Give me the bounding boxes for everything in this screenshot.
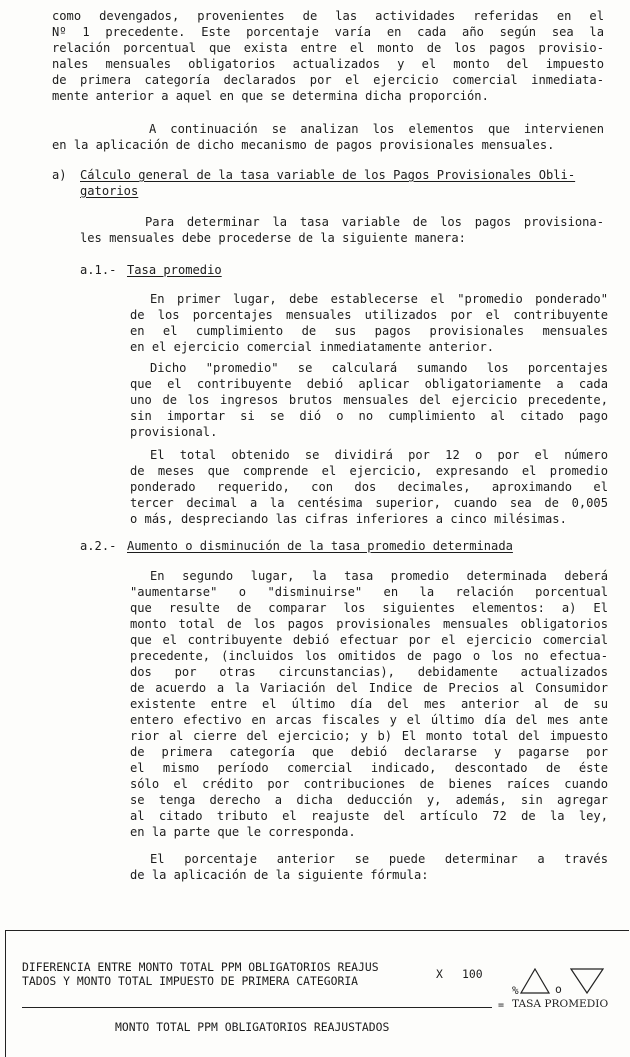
paragraph-procedure [80, 214, 604, 246]
text-line: El porcentaje anterior se puede determinar a través [150, 852, 608, 866]
text-line: dos por otras circunstancias), debidamente actualizados [130, 665, 608, 679]
text-line: Nº 1 precedente. Este porcentaje varía en cada año según sea la [52, 25, 604, 39]
text-line: El total obtenido se dividirá por 12 o por el número [150, 448, 608, 462]
text-line: existente entre el último día del mes anterior al de su [130, 697, 608, 711]
paragraph-average-calc [130, 360, 608, 440]
text-line: ponderado requerido, con dos decimales, aproximando el [130, 480, 608, 494]
triangle-up-icon [520, 968, 550, 994]
text-line: Para determinar la tasa variable de los pagos provisiona- [145, 215, 604, 229]
section-a2-marker: a.2.- [80, 539, 117, 553]
text-line: mente anterior a aquel en que se determina dicha proporción. [52, 89, 489, 103]
paragraph-intro [52, 121, 604, 153]
text-line: se tenga derecho a dicha deducción y, además, sin agregar [130, 793, 608, 807]
text-line: les mensuales debe procederse de la siguiente manera: [80, 231, 466, 245]
paragraph-adjustment [130, 568, 608, 840]
triangle-down-icon [570, 968, 604, 994]
text-line: de los porcentajes mensuales utilizados por el contribuyente [130, 308, 608, 322]
text-line: Dicho "promedio" se calculará sumando los porcentajes [150, 361, 608, 375]
text-line: que resulte de comparar los siguientes elementos: a) El [130, 601, 608, 615]
text-line: nales mensuales obligatorios actualizados y el monto del impuesto [52, 57, 604, 71]
text-line: en la aplicación de dicho mecanismo de pagos provisionales mensuales. [52, 138, 555, 152]
formula-hundred: 100 [462, 967, 483, 981]
text-line: sin importar si se dió o no cumplimiento al citado pago [130, 409, 608, 423]
paragraph-formula-intro [130, 851, 608, 883]
text-line: En segundo lugar, la tasa promedio determinada deberá [150, 569, 608, 583]
text-line: de la aplicación de la siguiente fórmula: [130, 868, 429, 882]
section-a-marker: a) [52, 168, 67, 182]
text-line: monto total de los pagos provisionales mensuales obligatorios [130, 617, 608, 631]
text-line: de primera categoría declarados por el ejercicio comercial inmediata- [52, 73, 604, 87]
text-line: que el contribuyente debió aplicar obligatoriamente a cada [130, 377, 608, 391]
text-line: En primer lugar, debe establecerse el "promedio ponderado" [150, 292, 608, 306]
text-line: provisional. [130, 425, 218, 439]
text-line: en el ejercicio comercial inmediatamente anterior. [130, 340, 495, 354]
text-line: sólo el crédito por contribuciones de bienes raíces cuando [130, 777, 608, 791]
text-line: el mismo período comercial indicado, descontado de éste [130, 761, 608, 775]
text-line: en el cumplimiento de sus pagos provisionales mensuales [130, 324, 608, 338]
formula-denominator: MONTO TOTAL PPM OBLIGATORIOS REAJUSTADOS [115, 1020, 390, 1034]
section-a-title: Cálculo general de la tasa variable de los Pagos Provisionales Obli- [80, 168, 576, 182]
paragraph-division [130, 447, 608, 527]
text-line: A continuación se analizan los elementos que intervienen [149, 122, 604, 136]
text-line: uno de los ingresos brutos mensuales del ejercicio precedente, [130, 393, 608, 407]
text-line: como devengados, provenientes de las actividades referidas en el [52, 9, 604, 23]
text-line: precedente, (incluidos los omitidos de pago o los no efectua- [130, 649, 608, 663]
section-a2-title: Aumento o disminución de la tasa promedio determinada [127, 539, 513, 553]
section-a1-marker: a.1.- [80, 263, 117, 277]
text-line: "aumentarse" o "disminuirse" en la relación porcentual [130, 585, 608, 599]
text-line: al citado tributo el reajuste del artículo 72 de la ley, [130, 809, 608, 823]
text-line: de acuerdo a la Variación del Indice de Precios al Consumidor [130, 681, 608, 695]
formula-o: o [555, 982, 562, 996]
text-line: rior al cierre del ejercicio; y b) El monto total del impuesto [130, 729, 608, 743]
paragraph-continuation [52, 8, 604, 104]
text-line: tercer decimal a la centésima superior, cuando sea de 0,005 [130, 496, 608, 510]
section-a-title-cont: gatorios [80, 184, 139, 198]
text-line: de primera categoría que debió declararse y pagarse por [130, 745, 608, 759]
text-line: entero efectivo en arcas fiscales y el último día del mes ante [130, 713, 608, 727]
text-line: relación porcentual que exista entre el monto de los pagos provisio- [52, 41, 604, 55]
paragraph-weighted-average [130, 291, 608, 355]
text-line: o más, despreciando las cifras inferiores a cinco milésimas. [130, 512, 567, 526]
text-line: que el contribuyente debió efectuar por el ejercicio comercial [130, 633, 608, 647]
formula-numerator-line-2: TADOS Y MONTO TOTAL IMPUESTO DE PRIMERA CATEGORIA [22, 974, 359, 988]
formula-equals: = [498, 1000, 505, 1011]
text-line: de meses que comprende el ejercicio, expresando el promedio [130, 464, 608, 478]
section-a1-title: Tasa promedio [127, 263, 222, 277]
formula-result-label: TASA PROMEDIO [512, 998, 609, 1010]
formula-percent: % [512, 984, 519, 997]
formula-numerator-line-1: DIFERENCIA ENTRE MONTO TOTAL PPM OBLIGATORIOS REAJUS [22, 960, 379, 974]
formula-times: X [436, 967, 443, 981]
text-line: en la parte que le corresponda. [130, 825, 356, 839]
fraction-bar [22, 1007, 492, 1008]
